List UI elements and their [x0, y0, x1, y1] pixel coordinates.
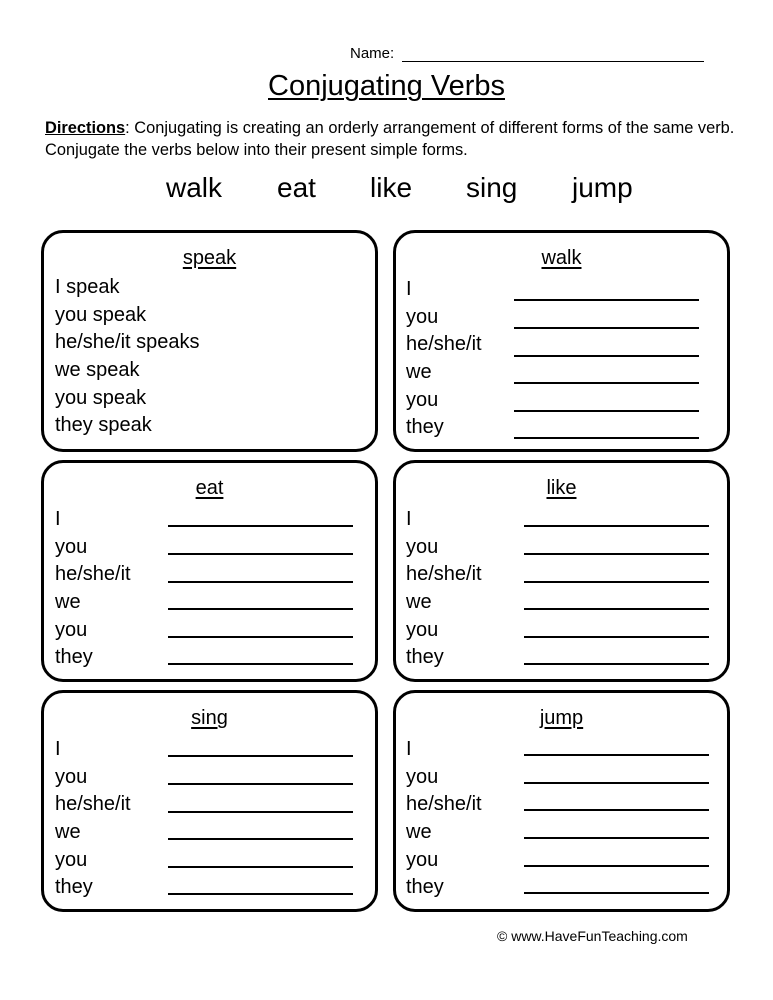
example-row: I speak — [55, 276, 120, 298]
box-title-text: eat — [195, 477, 224, 499]
answer-line[interactable] — [168, 581, 353, 583]
answer-line[interactable] — [524, 892, 709, 894]
pronoun-label: you — [406, 536, 439, 558]
example-row: you speak — [55, 387, 147, 409]
pronoun-label: they — [406, 646, 444, 668]
answer-line[interactable] — [524, 553, 709, 555]
pronoun-label: you — [55, 536, 88, 558]
pronoun-label: I — [406, 738, 412, 760]
box-title — [44, 477, 375, 500]
pronoun-label: you — [406, 619, 439, 641]
pronoun-label: he/she/it — [55, 793, 131, 815]
box-title-text: walk — [541, 247, 582, 269]
pronoun-label: you — [55, 619, 88, 641]
example-row: you speak — [55, 304, 147, 326]
answer-line[interactable] — [168, 783, 353, 785]
box-title — [44, 247, 375, 270]
example-row: they speak — [55, 414, 152, 436]
word-bank-item: walk — [166, 172, 223, 203]
answer-line[interactable] — [168, 663, 353, 665]
directions-text: : Conjugating is creating an orderly arrangement of different forms of the same verb. Conjugate the verbs below into their present simple forms. — [45, 119, 735, 159]
answer-line[interactable] — [514, 327, 699, 329]
pronoun-label: we — [406, 821, 432, 843]
box-title-text: like — [546, 477, 577, 499]
answer-line[interactable] — [524, 608, 709, 610]
answer-line[interactable] — [514, 410, 699, 412]
exercise-box-like — [393, 460, 730, 682]
box-title — [396, 707, 727, 730]
answer-line[interactable] — [168, 893, 353, 895]
directions-label: Directions — [45, 119, 126, 137]
pronoun-label: you — [406, 766, 439, 788]
pronoun-label: we — [406, 361, 432, 383]
name-input-line[interactable] — [402, 61, 704, 62]
answer-line[interactable] — [168, 525, 353, 527]
answer-line[interactable] — [524, 782, 709, 784]
exercise-box-eat — [41, 460, 378, 682]
answer-line[interactable] — [524, 663, 709, 665]
pronoun-label: you — [406, 306, 439, 328]
pronoun-label: he/she/it — [55, 563, 131, 585]
copyright-footer: © www.HaveFunTeaching.com — [497, 928, 688, 944]
box-title-text: sing — [191, 707, 228, 729]
pronoun-label: you — [55, 849, 88, 871]
answer-line[interactable] — [168, 636, 353, 638]
example-box-speak — [41, 230, 378, 452]
answer-line[interactable] — [168, 838, 353, 840]
pronoun-label: he/she/it — [406, 333, 482, 355]
pronoun-label: we — [406, 591, 432, 613]
word-bank-item: like — [370, 172, 413, 203]
box-title-text: jump — [539, 707, 584, 729]
answer-line[interactable] — [168, 553, 353, 555]
box-title-text: speak — [182, 247, 237, 269]
word-bank-item: sing — [466, 172, 518, 203]
answer-line[interactable] — [168, 755, 353, 757]
word-bank — [0, 172, 773, 212]
answer-line[interactable] — [524, 525, 709, 527]
answer-line[interactable] — [524, 809, 709, 811]
pronoun-label: I — [55, 738, 61, 760]
exercise-box-jump — [393, 690, 730, 912]
pronoun-label: we — [55, 591, 81, 613]
pronoun-label: I — [55, 508, 61, 530]
word-bank-item: eat — [277, 172, 316, 203]
box-title — [44, 707, 375, 730]
pronoun-label: I — [406, 278, 412, 300]
answer-line[interactable] — [514, 355, 699, 357]
pronoun-label: I — [406, 508, 412, 530]
answer-line[interactable] — [524, 581, 709, 583]
box-title — [396, 247, 727, 270]
pronoun-label: you — [406, 389, 439, 411]
pronoun-label: he/she/it — [406, 563, 482, 585]
exercise-box-walk — [393, 230, 730, 452]
name-label: Name: — [350, 45, 395, 62]
answer-line[interactable] — [514, 382, 699, 384]
pronoun-label: you — [55, 766, 88, 788]
pronoun-label: they — [406, 416, 444, 438]
page-title-text: Conjugating Verbs — [268, 70, 505, 102]
word-bank-item: jump — [572, 172, 633, 203]
pronoun-label: you — [406, 849, 439, 871]
pronoun-label: we — [55, 821, 81, 843]
answer-line[interactable] — [524, 754, 709, 756]
box-title — [396, 477, 727, 500]
pronoun-label: they — [55, 876, 93, 898]
pronoun-label: they — [406, 876, 444, 898]
answer-line[interactable] — [514, 299, 699, 301]
answer-line[interactable] — [524, 865, 709, 867]
directions — [45, 117, 745, 161]
exercise-box-sing — [41, 690, 378, 912]
answer-line[interactable] — [514, 437, 699, 439]
pronoun-label: he/she/it — [406, 793, 482, 815]
answer-line[interactable] — [168, 608, 353, 610]
page-title — [0, 70, 773, 103]
answer-line[interactable] — [168, 811, 353, 813]
answer-line[interactable] — [168, 866, 353, 868]
example-row: he/she/it speaks — [55, 331, 200, 353]
answer-line[interactable] — [524, 636, 709, 638]
example-row: we speak — [55, 359, 140, 381]
pronoun-label: they — [55, 646, 93, 668]
answer-line[interactable] — [524, 837, 709, 839]
